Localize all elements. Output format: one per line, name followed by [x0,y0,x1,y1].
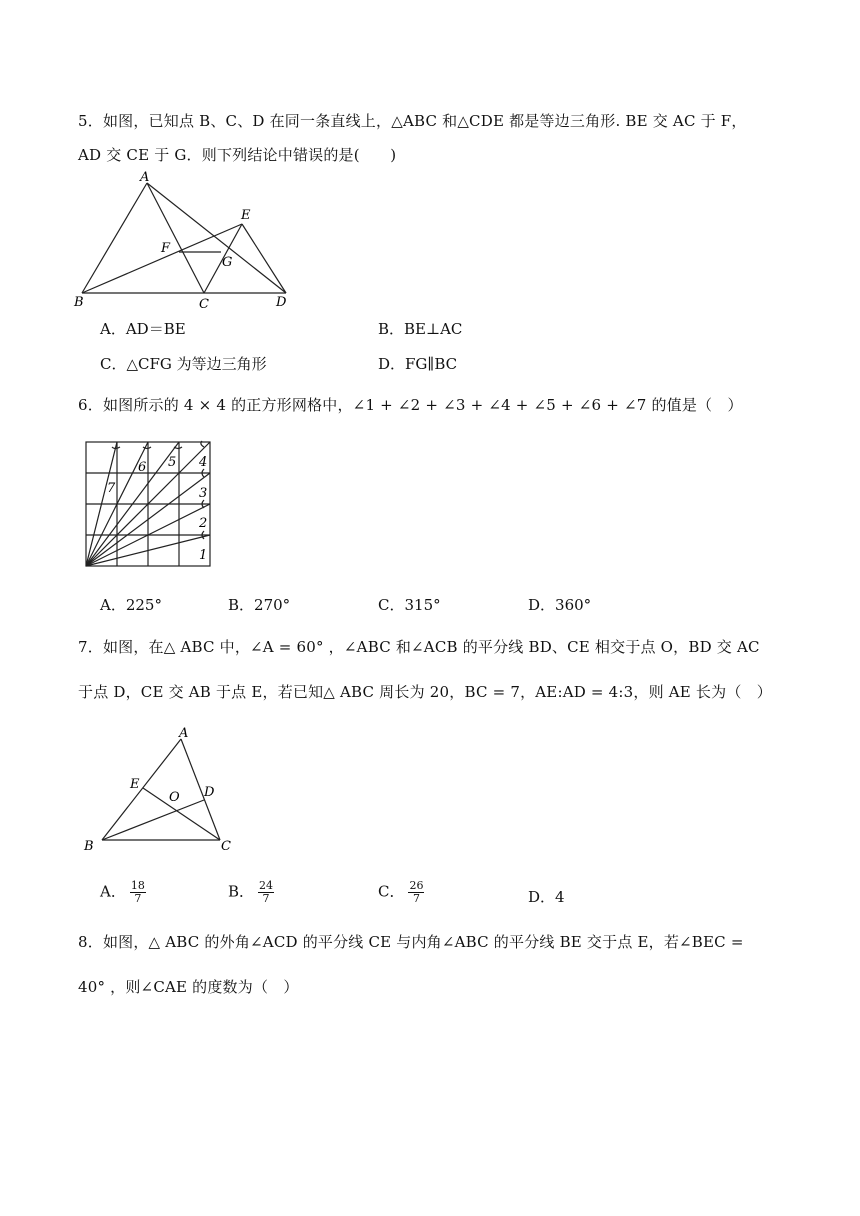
q7-label-A: A [179,726,189,741]
q7-option-b-numerator: 24 [259,879,274,892]
q7-label-C: C [221,839,231,854]
q8-stem-line2: 40° ，则∠CAE 的度数为（ ） [78,978,299,996]
q7-option-c-numerator: 26 [409,879,424,892]
q6-option-c[interactable]: C．315° [378,596,441,614]
q7-stem-line1: 7．如图，在△ ABC 中，∠A = 60° ，∠ABC 和∠ACB 的平分线 BD、CE 相交于点 O，BD 交 AC [78,638,760,656]
q6-angle-2: 2 [199,516,208,531]
q7-option-c[interactable] [378,880,424,905]
q6-grid-figure [82,438,218,572]
q6-angle-7: 7 [107,481,116,496]
q7-option-b-fraction [258,880,274,905]
q5-label-B: B [74,295,84,310]
q6-angle-5: 5 [168,455,177,470]
q7-option-d[interactable]: D．4 [528,888,565,906]
q7-figure [80,722,240,856]
q7-label-E: E [130,777,140,792]
q5-option-a[interactable]: A．AD＝BE [100,320,186,338]
q7-option-b[interactable] [228,880,274,905]
q5-stem-line2: AD 交 CE 于 G．则下列结论中错误的是( ) [78,146,397,164]
q5-stem-line1: 5．如图，已知点 B、C、D 在同一条直线上，△ABC 和△CDE 都是等边三角形. BE 交 AC 于 F， [78,112,747,130]
q7-option-a[interactable] [100,880,146,905]
q6-angle-1: 1 [199,548,208,563]
q7-label-O: O [169,790,180,805]
q7-stem-line2: 于点 D，CE 交 AB 于点 E，若已知△ ABC 周长为 20，BC = 7，AE:AD = 4:3，则 AE 长为（ ） [78,683,772,701]
q7-option-b-prefix: B． [228,882,255,901]
q7-option-c-denominator: 7 [412,892,420,905]
q7-option-b-denominator: 7 [262,892,270,905]
q5-figure [70,168,300,310]
q5-label-F: F [161,241,171,256]
q5-label-A: A [140,170,150,185]
q7-option-a-fraction [130,880,146,905]
q6-angle-3: 3 [199,486,208,501]
q6-angle-4: 4 [199,455,208,470]
q5-label-E: E [241,208,251,223]
q5-option-b[interactable]: B．BE⊥AC [378,320,463,338]
q6-option-b[interactable]: B．270° [228,596,291,614]
q5-label-D: D [276,295,287,310]
q6-option-a[interactable]: A．225° [100,596,162,614]
q6-stem-line1: 6．如图所示的 4 × 4 的正方形网格中，∠1 + ∠2 + ∠3 + ∠4 + ∠5 + ∠6 + ∠7 的值是（ ） [78,396,743,414]
q7-option-a-prefix: A． [100,882,126,901]
q6-option-d[interactable]: D．360° [528,596,592,614]
q7-option-c-prefix: C． [378,882,405,901]
q5-option-c[interactable]: C．△CFG 为等边三角形 [100,355,267,373]
q7-option-c-fraction [408,880,424,905]
q5-option-d[interactable]: D．FG∥BC [378,355,458,373]
q7-option-a-denominator: 7 [134,892,142,905]
q7-label-D: D [204,785,215,800]
q5-label-G: G [222,255,233,270]
q7-option-a-numerator: 18 [130,879,145,892]
q7-label-B: B [84,839,94,854]
q6-angle-6: 6 [138,460,147,475]
q5-label-C: C [199,297,209,310]
q8-stem-line1: 8．如图，△ ABC 的外角∠ACD 的平分线 CE 与内角∠ABC 的平分线 BE 交于点 E，若∠BEC = [78,933,744,951]
